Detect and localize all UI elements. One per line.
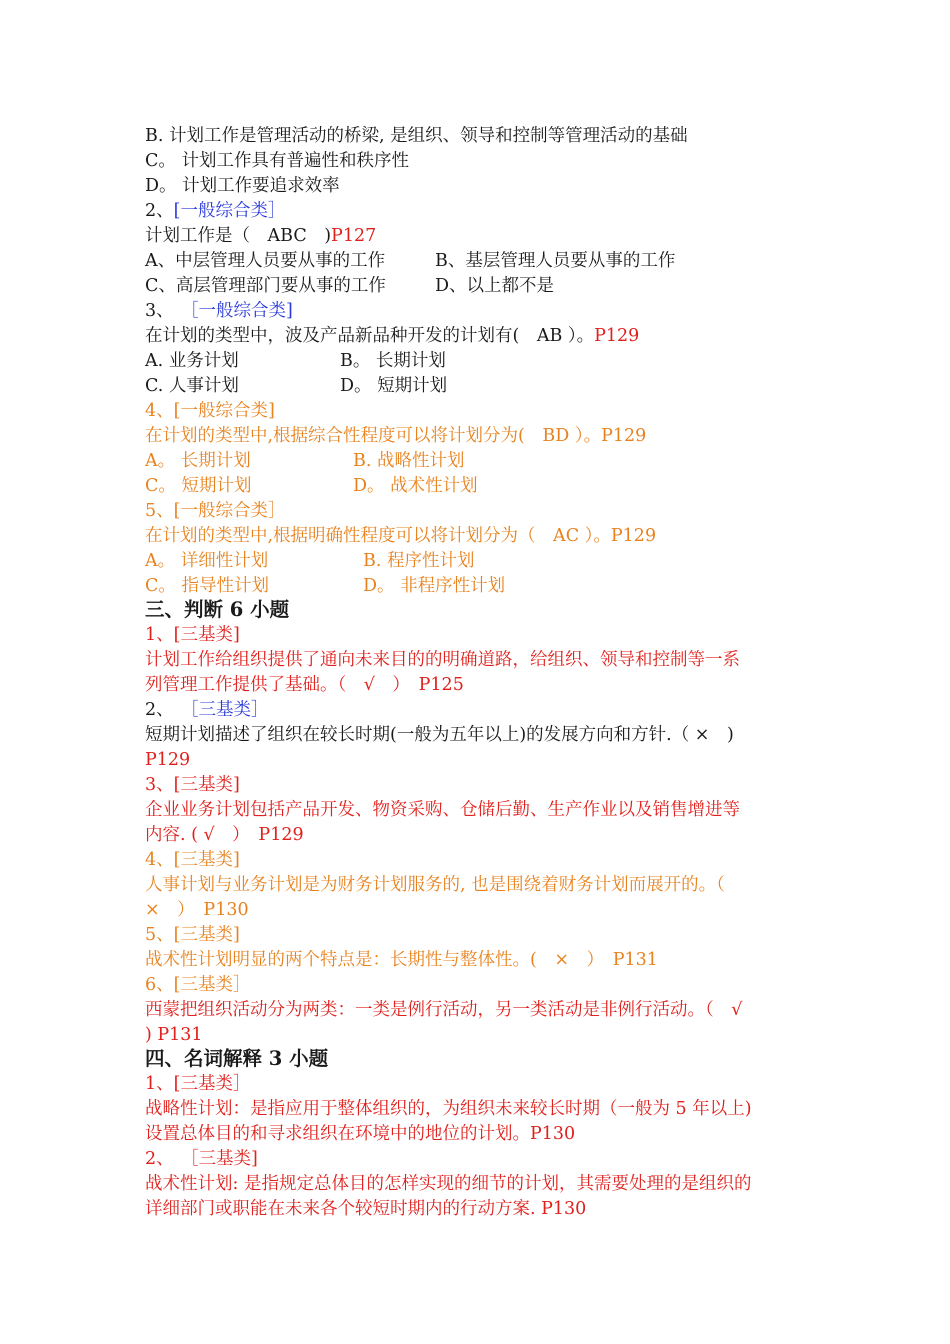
question-text: P129 <box>145 750 191 770</box>
question-label: 1、[三基类］ <box>145 1074 251 1094</box>
option-row: A、中层管理人员要从事的工作 B、基层管理人员要从事的工作 <box>145 251 676 271</box>
section-heading: 四、名词解释 3 小题 <box>145 1047 329 1070</box>
question-label: 1、[三基类] <box>145 625 240 645</box>
option-row: C、高层管理部门要从事的工作 D、以上都不是 <box>145 276 555 296</box>
question-text: 计划工作是（ ABC )P127 <box>145 226 377 246</box>
question-label: 5、[一般综合类］ <box>145 501 286 521</box>
question-text: 在计划的类型中,根据综合性程度可以将计划分为( BD ）。P129 <box>145 426 647 446</box>
question-text: 在计划的类型中,根据明确性程度可以将计划分为（ AC ）。P129 <box>145 526 657 546</box>
question-label: 4、[一般综合类] <box>145 401 275 421</box>
question-label: 2、 ［三基类］ <box>145 700 269 720</box>
question-text: 短期计划描述了组织在较长时期(一般为五年以上)的发展方向和方针.（ × ) <box>145 725 734 745</box>
question-label: 5、[三基类] <box>145 925 240 945</box>
question-text: 企业业务计划包括产品开发、物资采购、仓储后勤、生产作业以及销售增进等 <box>145 800 740 820</box>
option-row: C. 人事计划 D。 短期计划 <box>145 376 448 396</box>
question-label: 3、 ［一般综合类] <box>145 301 293 321</box>
text-line: D。 计划工作要追求效率 <box>145 176 340 196</box>
text-line: C。 计划工作具有普遍性和秩序性 <box>145 151 409 171</box>
question-text: 战术性计划明显的两个特点是：长期性与整体性。( × ） P131 <box>145 950 658 970</box>
question-text: 战术性计划: 是指规定总体目的怎样实现的细节的计划，其需要处理的是组织的 <box>145 1174 752 1194</box>
question-text: 列管理工作提供了基础。（ √ ） P125 <box>145 675 464 695</box>
section-heading: 三、判断 6 小题 <box>145 598 290 621</box>
question-text: ) P131 <box>145 1025 203 1045</box>
question-label: 6、[三基类］ <box>145 975 251 995</box>
question-text: 内容. ( √ ） P129 <box>145 825 304 845</box>
option-row: C。 指导性计划 D。 非程序性计划 <box>145 576 506 596</box>
question-text: 西蒙把组织活动分为两类：一类是例行活动，另一类活动是非例行活动。（ √ <box>145 1000 743 1020</box>
question-text: × ） P130 <box>145 900 249 920</box>
question-text: 战略性计划：是指应用于整体组织的，为组织未来较长时期（一般为 5 年以上) <box>145 1099 752 1119</box>
option-row: A. 业务计划 B。 长期计划 <box>145 351 446 371</box>
question-label: 3、[三基类] <box>145 775 240 795</box>
question-text: 详细部门或职能在未来各个较短时期内的行动方案. P130 <box>145 1199 587 1219</box>
question-text: 计划工作给组织提供了通向未来目的的明确道路，给组织、领导和控制等一系 <box>145 650 740 670</box>
question-label: 4、[三基类] <box>145 850 240 870</box>
question-label: 2、 ［三基类] <box>145 1149 258 1169</box>
option-row: A。 详细性计划 B. 程序性计划 <box>145 551 475 571</box>
option-row: C。 短期计划 D。 战术性计划 <box>145 476 478 496</box>
option-row: A。 长期计划 B. 战略性计划 <box>145 451 465 471</box>
question-text: 在计划的类型中，波及产品新品种开发的计划有( AB ）。P129 <box>145 326 640 346</box>
question-label: 2、[一般综合类］ <box>145 201 286 221</box>
question-text: 人事计划与业务计划是为财务计划服务的, 也是围绕着财务计划而展开的。（ <box>145 875 725 895</box>
question-text: 设置总体目的和寻求组织在环境中的地位的计划。P130 <box>145 1124 576 1144</box>
text-line: B. 计划工作是管理活动的桥梁, 是组织、领导和控制等管理活动的基础 <box>145 126 688 146</box>
